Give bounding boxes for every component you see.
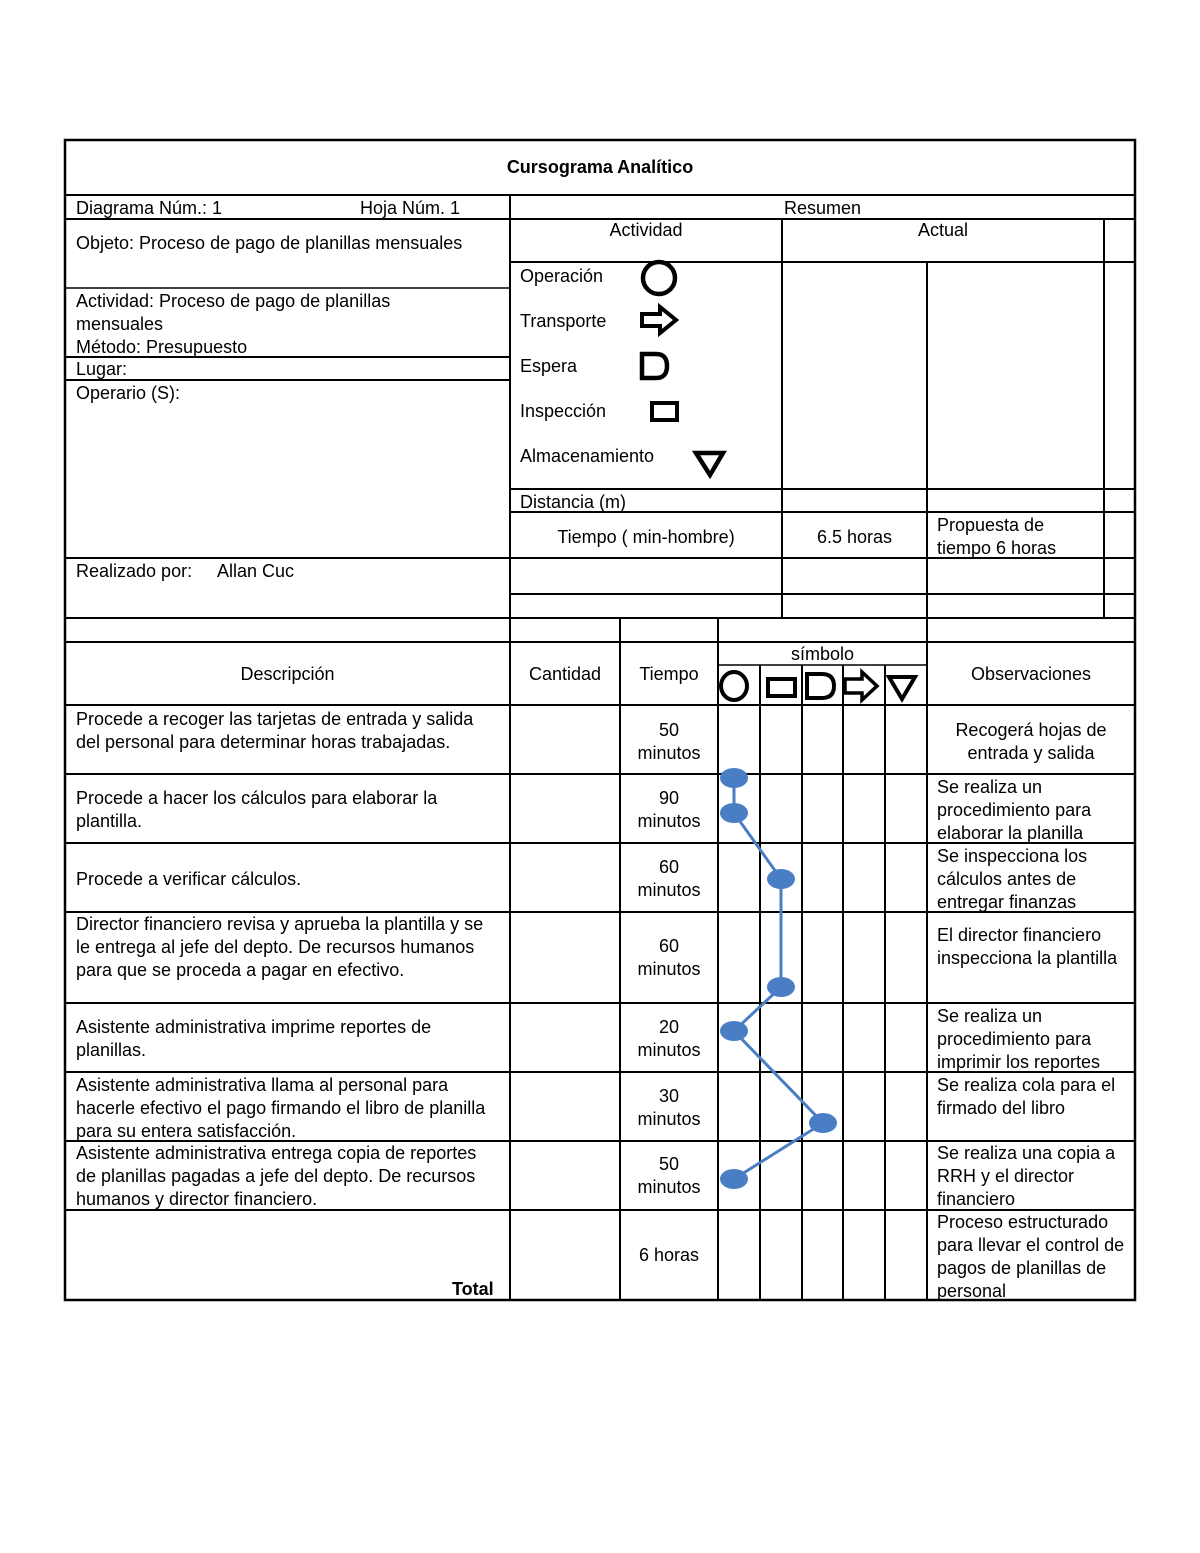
row3-obs: Se inspecciona los cálculos antes de entregar finanzas (937, 846, 1088, 912)
actividad-heading: Actividad (609, 220, 683, 240)
row5-descripcion: Asistente administrativa imprime reportes de planillas. (76, 1017, 432, 1060)
row2-descripcion: Procede a hacer los cálculos para elaborar la plantilla. (76, 788, 438, 831)
actual-time: 6.5 horas (816, 527, 893, 547)
actividad-line2: mensuales (76, 314, 164, 334)
arrow-right-icon (642, 307, 676, 333)
row5-obs: Se realiza un procedimiento para imprimir los reportes (937, 1006, 1101, 1072)
col-cantidad: Cantidad (528, 664, 602, 684)
row4-tiempo: 60 minutos (637, 936, 701, 979)
operario-text: Operario (S): (76, 383, 181, 403)
hoja-num: Hoja Núm. 1 (360, 198, 461, 218)
row3-descripcion: Procede a verificar cálculos. (76, 869, 302, 889)
circle-icon (643, 262, 675, 294)
row1-obs: Recogerá hojas de entrada y salida (955, 720, 1107, 763)
square-icon (768, 679, 795, 696)
legend-inspeccion: Inspección (520, 401, 607, 421)
row4-descripcion: Director financiero revisa y aprueba la plantilla y se le entrega al jefe del depto. De recursos humanos para que se proceda a pagar en efectivo. (76, 914, 484, 980)
distancia-label: Distancia (m) (520, 492, 627, 512)
col-tiempo: Tiempo (639, 664, 699, 684)
row3-tiempo: 60 minutos (637, 857, 701, 900)
row7-descripcion: Asistente administrativa entrega copia de reportes de planillas pagadas a jefe del depto. De recursos humanos y director financiero. (76, 1143, 477, 1209)
row1-descripcion: Procede a recoger las tarjetas de entrada y salida del personal para determinar horas trabajadas. (76, 709, 474, 752)
legend-espera: Espera (520, 356, 578, 376)
total-obs: Proceso estructurado para llevar el control de pagos de planillas de personal (937, 1212, 1125, 1301)
flow-point (720, 1021, 748, 1041)
row2-tiempo: 90 minutos (637, 788, 701, 831)
total-tiempo: 6 horas (638, 1245, 700, 1265)
row7-tiempo: 50 minutos (637, 1154, 701, 1197)
row6-descripcion: Asistente administrativa llama al personal para hacerle efectivo el pago firmando el libro de planilla para su entera satisfacción. (76, 1075, 486, 1141)
d-shape-icon (642, 354, 667, 378)
row6-obs: Se realiza cola para el firmado del libro (937, 1075, 1116, 1118)
realizado-value: Allan Cuc (217, 561, 295, 581)
row4-obs: El director financiero inspecciona la plantilla (937, 925, 1118, 968)
col-observaciones: Observaciones (970, 664, 1092, 684)
legend-almacenamiento: Almacenamiento (520, 446, 655, 466)
row2-obs: Se realiza un procedimiento para elaborar la planilla (937, 777, 1092, 843)
objeto-text: Objeto: Proceso de pago de planillas mensuales (76, 233, 463, 253)
flow-point (720, 768, 748, 788)
lugar-text: Lugar: (76, 359, 128, 379)
row1-tiempo: 50 minutos (637, 720, 701, 763)
row7-obs: Se realiza una copia a RRH y el director financiero (937, 1143, 1116, 1209)
square-icon (652, 403, 677, 420)
row6-tiempo: 30 minutos (637, 1086, 701, 1129)
metodo-text: Método: Presupuesto (76, 337, 248, 357)
actual-heading: Actual (917, 220, 969, 240)
flow-point (809, 1113, 837, 1133)
triangle-down-icon (889, 677, 915, 699)
col-simbolo: símbolo (790, 644, 855, 664)
tiempo-label: Tiempo ( min-hombre) (557, 527, 735, 547)
page-title: Cursograma Analítico (506, 157, 694, 177)
col-descripcion: Descripción (240, 664, 335, 684)
d-shape-icon (807, 674, 834, 698)
actividad-line1: Actividad: Proceso de pago de planillas (76, 291, 391, 311)
flow-point (767, 977, 795, 997)
row5-tiempo: 20 minutos (637, 1017, 701, 1060)
arrow-right-icon (845, 672, 877, 700)
realizado-label: Realizado por: (76, 561, 193, 581)
legend-operacion: Operación (520, 266, 604, 286)
total-label: Total (452, 1279, 494, 1299)
flow-point (720, 1169, 748, 1189)
flow-point (767, 869, 795, 889)
diagrama-num: Diagrama Núm.: 1 (76, 198, 223, 218)
resumen-heading: Resumen (783, 198, 862, 218)
circle-icon (721, 672, 747, 700)
legend-transporte: Transporte (520, 311, 607, 331)
flow-point (720, 803, 748, 823)
propuesta-text: Propuesta de tiempo 6 horas (937, 515, 1057, 558)
triangle-down-icon (696, 453, 723, 475)
